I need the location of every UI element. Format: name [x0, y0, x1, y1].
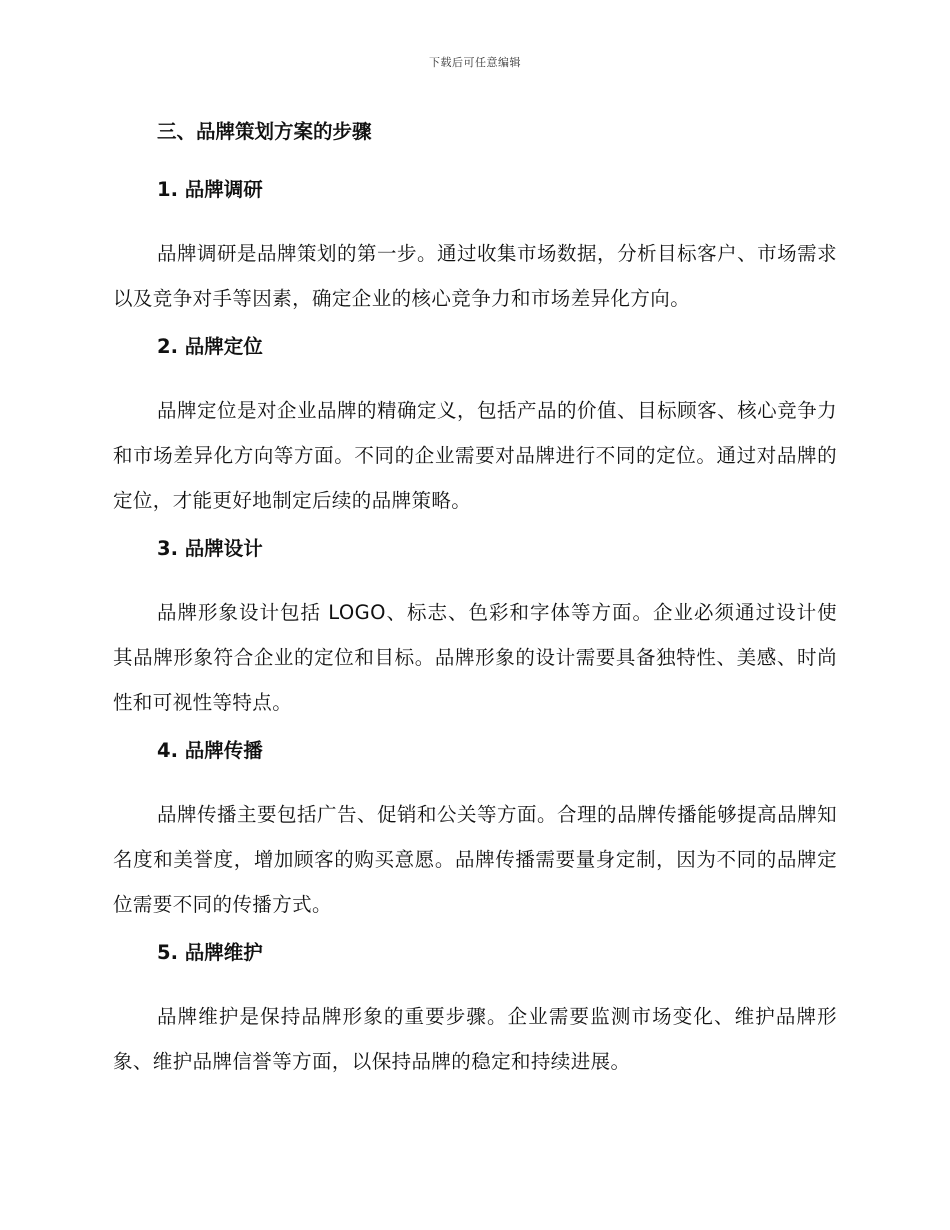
section-heading: 4. 品牌传播: [157, 739, 263, 762]
section-research: [113, 174, 837, 321]
section-design: [113, 533, 837, 725]
document-content: [113, 112, 837, 1094]
section-communication: [113, 735, 837, 927]
section-heading: 1. 品牌调研: [157, 178, 263, 201]
section-heading: 3. 品牌设计: [157, 537, 263, 560]
section-heading: 5. 品牌维护: [157, 941, 263, 964]
main-heading: 三、品牌策划方案的步骤: [157, 120, 372, 143]
section-body: 品牌定位是对企业品牌的精确定义，包括产品的价值、目标顾客、核心竞争力和市场差异化方向等方面。不同的企业需要对品牌进行不同的定位。通过对品牌的定位，才能更好地制定后续的品牌策略。: [113, 399, 837, 512]
section-body: 品牌形象设计包括 LOGO、标志、色彩和字体等方面。企业必须通过设计使其品牌形象符合企业的定位和目标。品牌形象的设计需要具备独特性、美感、时尚性和可视性等特点。: [113, 601, 837, 714]
section-positioning: [113, 331, 837, 523]
section-heading: 2. 品牌定位: [157, 335, 263, 358]
section-body: 品牌维护是保持品牌形象的重要步骤。企业需要监测市场变化、维护品牌形象、维护品牌信誉等方面，以保持品牌的稳定和持续进展。: [113, 1005, 837, 1073]
section-maintenance: [113, 937, 837, 1084]
section-body: 品牌传播主要包括广告、促销和公关等方面。合理的品牌传播能够提高品牌知名度和美誉度，增加顾客的购买意愿。品牌传播需要量身定制，因为不同的品牌定位需要不同的传播方式。: [113, 803, 837, 916]
section-body: 品牌调研是品牌策划的第一步。通过收集市场数据，分析目标客户、市场需求以及竞争对手等因素，确定企业的核心竞争力和市场差异化方向。: [113, 242, 837, 310]
header-note: 下载后可任意编辑: [429, 56, 521, 69]
